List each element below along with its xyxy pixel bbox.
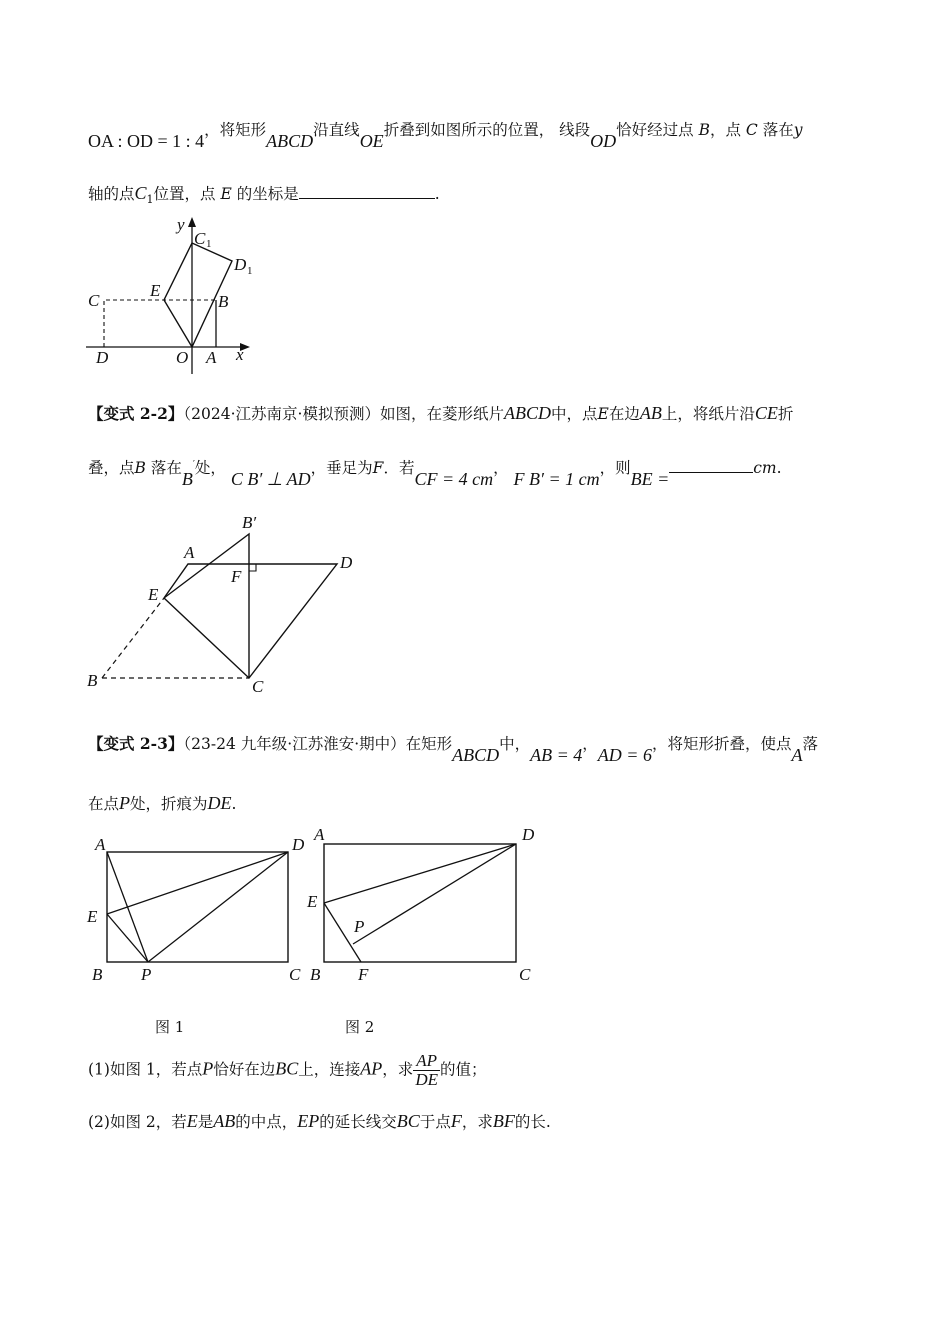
point-A: A xyxy=(791,745,803,765)
perp-expr: C B′ ⊥ AD xyxy=(230,469,311,489)
point-F: F xyxy=(450,1111,462,1131)
text: 落在 xyxy=(150,459,182,477)
fraction-ap-de xyxy=(413,1052,440,1089)
text: 折叠到如图所示的位置， 线段 xyxy=(383,121,591,139)
math-BF: BF xyxy=(492,1111,515,1131)
label-F: F xyxy=(231,567,242,586)
label-D1: D xyxy=(234,255,247,274)
problem2-line1 xyxy=(88,402,793,424)
text: 在边 xyxy=(608,405,640,423)
fb-expr: F B′ = 1 cm xyxy=(513,469,600,489)
problem1-line2 xyxy=(88,182,440,206)
label-E: E xyxy=(148,585,159,604)
text: . xyxy=(776,459,782,477)
point-C: C xyxy=(745,121,758,139)
label-A: A xyxy=(95,835,106,854)
sub-1: 1 xyxy=(206,238,212,250)
label-C1: C xyxy=(194,229,206,248)
text: 中， xyxy=(499,735,531,753)
text: . xyxy=(231,795,237,813)
label-C: C xyxy=(289,965,301,984)
math-rect: ABCD xyxy=(266,131,314,151)
math-EP: EP xyxy=(297,1111,320,1131)
label-A: A xyxy=(184,543,195,562)
text: 的延长线交 xyxy=(319,1113,397,1131)
math-BC: BC xyxy=(396,1111,420,1131)
text: 的长. xyxy=(514,1113,551,1131)
text: . xyxy=(434,185,440,203)
label-A: A xyxy=(206,348,217,367)
label-E: E xyxy=(150,281,161,300)
point-P: P xyxy=(119,793,131,813)
text: （2024·江苏南京·模拟预测）如图，在菱形纸片 xyxy=(183,405,504,423)
text: 落在 xyxy=(762,121,794,139)
label-B: B xyxy=(87,671,98,690)
text: ，求 xyxy=(382,1060,414,1079)
text: 中，点 xyxy=(550,405,598,423)
text: 的坐标是 xyxy=(236,185,299,203)
label-D: D xyxy=(96,348,109,367)
text: 上，连接 xyxy=(298,1060,361,1079)
label-C: C xyxy=(252,677,264,696)
text: 于点 xyxy=(419,1113,451,1131)
unit: cm xyxy=(753,459,777,477)
text: ，将矩形折叠，使点 xyxy=(651,735,792,753)
label-x: x xyxy=(236,345,244,364)
math-DE: DE xyxy=(207,793,232,813)
text: 处， xyxy=(194,459,226,477)
math-seg: OD xyxy=(590,131,617,151)
figure-caption-2: 图 2 xyxy=(345,1018,375,1036)
point-E: E xyxy=(597,405,609,423)
text: ，垂足为 xyxy=(310,459,373,477)
text: 沿直线 xyxy=(313,121,360,139)
answer-blank xyxy=(299,198,435,199)
question-2 xyxy=(88,1110,551,1132)
variant-tag: 【变式 2-2】 xyxy=(88,404,184,423)
label-F: F xyxy=(358,965,369,984)
text: 的中点， xyxy=(235,1113,298,1131)
text: ．若 xyxy=(383,459,415,477)
label-E: E xyxy=(87,907,98,926)
text: ，点 xyxy=(709,121,741,139)
label-A: A xyxy=(314,825,325,844)
ab-expr: AB = 4 xyxy=(530,745,583,765)
text: 上，将纸片沿 xyxy=(661,405,755,423)
math-AB: AB xyxy=(639,403,662,423)
y-axis-label: y xyxy=(793,121,803,139)
label-B: B xyxy=(310,965,321,984)
figure-rect-fold-1 xyxy=(84,832,304,992)
point-C1: C xyxy=(134,183,147,203)
point-B: B xyxy=(134,459,146,477)
label-P: P xyxy=(354,917,365,936)
figure-coordinate-fold xyxy=(86,214,266,374)
label-D: D xyxy=(340,553,353,572)
problem2-line2: 叠，点B 落在B′处， C B′ ⊥ AD，垂足为F．若CF = 4 cm， F B′ = 1 cm，则BE =cm. xyxy=(88,459,782,489)
label-C: C xyxy=(519,965,531,984)
label-C: C xyxy=(88,291,100,310)
text: ，将矩形 xyxy=(204,121,267,139)
math-line: OE xyxy=(359,131,384,151)
problem1-line1 xyxy=(88,118,803,151)
label-B-prime: B′ xyxy=(242,513,257,532)
label-y: y xyxy=(177,215,185,234)
subscript: 1 xyxy=(146,193,154,207)
label-D: D xyxy=(522,825,535,844)
math-AP: AP xyxy=(360,1058,383,1079)
point-P: P xyxy=(202,1058,214,1079)
cf-expr: CF = 4 cm xyxy=(414,469,494,489)
text: 处，折痕为 xyxy=(130,795,208,813)
label-P: P xyxy=(141,965,152,984)
math-CE: CE xyxy=(754,403,778,423)
text: (1)如图 1，若点 xyxy=(88,1060,203,1079)
text: ，求 xyxy=(461,1113,493,1131)
ad-expr: AD = 6 xyxy=(597,745,652,765)
question-1 xyxy=(88,1052,487,1089)
problem3-line1: 【变式 2-3】（23-24 九年级·江苏淮安·期中）在矩形ABCD中，AB = 4，AD = 6，将矩形折叠，使点A落 xyxy=(88,734,818,765)
math-BC: BC xyxy=(275,1058,299,1079)
answer-blank xyxy=(669,472,753,473)
text: (2)如图 2，若 xyxy=(88,1113,187,1131)
label-B: B xyxy=(218,292,229,311)
variant-tag: 【变式 2-3】 xyxy=(88,734,184,753)
label-E: E xyxy=(307,892,318,911)
math-rhombus: ABCD xyxy=(503,403,551,423)
point-B-prime: B xyxy=(181,469,193,489)
ratio-expr: OA : OD = 1 : 4 xyxy=(88,131,205,151)
point-F: F xyxy=(372,459,384,477)
text: ，则 xyxy=(599,459,631,477)
point-E: E xyxy=(186,1111,198,1131)
text: 是 xyxy=(197,1113,214,1131)
figure-rhombus-fold xyxy=(84,510,374,700)
text: 叠，点 xyxy=(88,459,135,477)
fraction-denominator: DE xyxy=(415,1070,438,1089)
text: 恰好经过点 xyxy=(616,121,694,139)
text: （23-24 九年级·江苏淮安·期中）在矩形 xyxy=(183,735,453,753)
label-B: B xyxy=(92,965,103,984)
text: 的值； xyxy=(439,1060,487,1079)
text: 位置，点 xyxy=(153,185,216,203)
math-AB: AB xyxy=(213,1111,236,1131)
label-D: D xyxy=(292,835,305,854)
text: 在点 xyxy=(88,795,120,813)
point-B: B xyxy=(698,121,710,139)
text: 恰好在边 xyxy=(213,1060,276,1079)
be-expr: BE = xyxy=(630,469,670,489)
sub-1: 1 xyxy=(247,265,253,277)
problem3-line2 xyxy=(88,792,236,814)
figure-rect-fold-2 xyxy=(306,826,546,986)
figure-caption-1: 图 1 xyxy=(155,1018,185,1036)
text: 轴的点 xyxy=(88,185,135,203)
math-rect: ABCD xyxy=(452,745,500,765)
text: 落 xyxy=(802,735,818,753)
point-E: E xyxy=(220,185,232,203)
label-O: O xyxy=(176,348,189,367)
fraction-numerator: AP xyxy=(413,1052,440,1071)
text: 折 xyxy=(777,405,794,423)
